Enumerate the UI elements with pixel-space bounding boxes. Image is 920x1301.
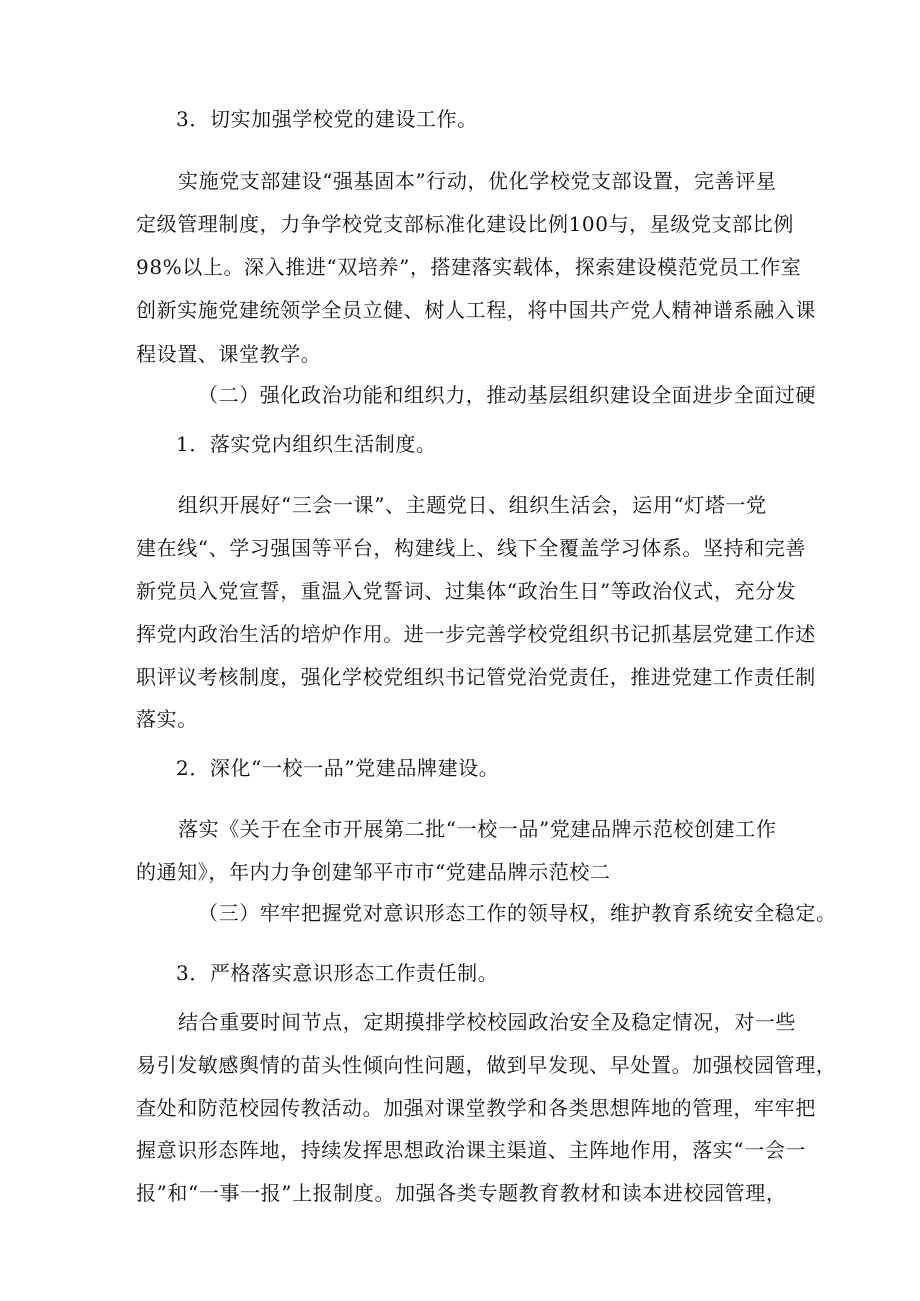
paragraph-line: 新党员入党宣誓，重温入党誓词、过集体“政治生日”等政治仪式，充分发 — [136, 579, 797, 603]
paragraph-line: 实施党支部建设“强基固本”行动，优化学校党支部设置，完善评星 — [178, 169, 777, 193]
paragraph-line: 报”和“一事一报”上报制度。加强各类专题教育教材和读本进校园管理， — [136, 1181, 787, 1205]
paragraph-line: 98%以上。深入推进“双培养”，搭建落实载体，探索建设模范党员工作室 — [136, 255, 802, 279]
paragraph-line: 创新实施党建统领学全员立健、树人工程，将中国共产党人精神谱系融入课 — [136, 298, 816, 322]
heading-brand-building: 2．深化“一校一品”党建品牌建设。 — [176, 756, 500, 780]
paragraph-line: 握意识形态阵地，持续发挥思想政治课主渠道、主阵地作用，落实“一会一 — [136, 1138, 807, 1162]
paragraph-line: 挥党内政治生活的培炉作用。进一步完善学校党组织书记抓基层党建工作述 — [136, 622, 816, 646]
paragraph-line: 建在线“、学习强国等平台，构建线上、线下全覆盖学习体系。坚持和完善 — [136, 536, 807, 560]
paragraph-line: 的通知》，年内力争创建邹平市市“党建品牌示范校二 — [136, 860, 611, 884]
paragraph-line: 查处和防范校园传教活动。加强对课堂教学和各类思想阵地的管理，牢牢把 — [136, 1096, 816, 1120]
heading-organization-life: 1．落实党内组织生活制度。 — [176, 432, 437, 456]
paragraph-line: 程设置、课堂教学。 — [136, 342, 322, 366]
paragraph-line: 落实《关于在全市开展第二批“一校一品”党建品牌示范校创建工作 — [178, 817, 777, 841]
section-heading-three: （三）牢牢把握党对意识形态工作的领导权，维护教育系统安全稳定。 — [198, 901, 837, 925]
section-heading-two: （二）强化政治功能和组织力，推动基层组织建设全面进步全面过硬 — [198, 383, 816, 407]
heading-ideology-responsibility: 3．严格落实意识形态工作责任制。 — [176, 961, 499, 985]
paragraph-line: 组织开展好“三会一课”、主题党日、组织生活会，运用“灯塔一党 — [178, 493, 767, 517]
paragraph-line: 易引发敏感舆情的苗头性倾向性问题，做到早发现、早处置。加强校园管理， — [136, 1053, 837, 1077]
paragraph-line: 结合重要时间节点，定期摸排学校校园政治安全及稳定情况，对一些 — [178, 1010, 796, 1034]
heading-party-building: 3．切实加强学校党的建设工作。 — [176, 107, 478, 131]
paragraph-line: 落实。 — [136, 707, 198, 731]
paragraph-line: 定级管理制度，力争学校党支部标准化建设比例100与，星级党支部比例 — [136, 212, 794, 236]
paragraph-line: 职评议考核制度，强化学校党组织书记管党治党责任，推进党建工作责任制 — [136, 665, 816, 689]
